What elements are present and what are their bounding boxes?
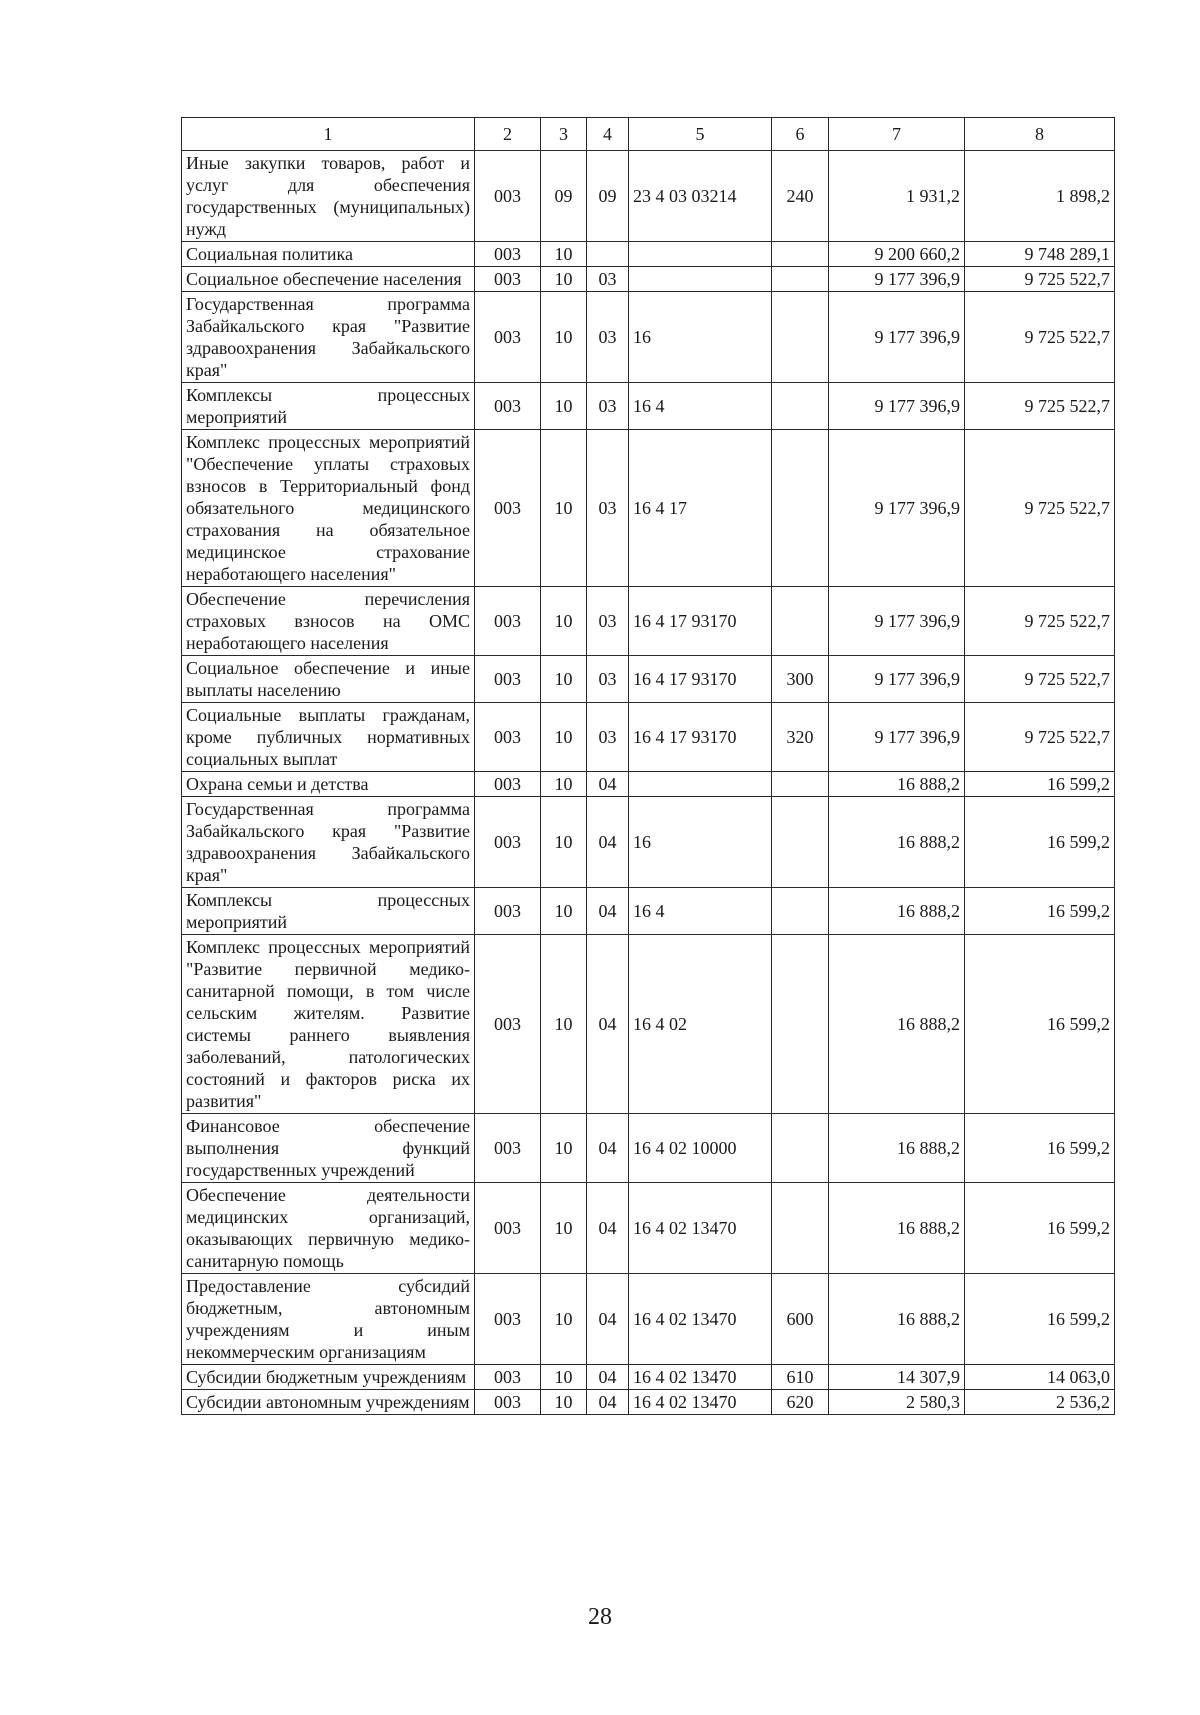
target-code-cell: 16 4 bbox=[629, 383, 772, 430]
col3-cell: 10 bbox=[541, 267, 587, 292]
row-name-cell: Предоставление субсидий бюджетным, автономным учреждениям и иным некоммерческим организациям bbox=[182, 1274, 475, 1365]
col4-cell: 03 bbox=[587, 292, 629, 383]
table-row bbox=[182, 267, 1115, 292]
col2-cell: 003 bbox=[475, 703, 541, 772]
col4-cell: 04 bbox=[587, 1274, 629, 1365]
expense-type-cell: 320 bbox=[772, 703, 829, 772]
col3-cell: 10 bbox=[541, 656, 587, 703]
header-cell-1: 1 bbox=[182, 118, 475, 151]
amount-year1-cell: 14 307,9 bbox=[829, 1365, 965, 1390]
col4-cell: 04 bbox=[587, 1114, 629, 1183]
table-row bbox=[182, 656, 1115, 703]
col2-cell: 003 bbox=[475, 242, 541, 267]
amount-year1-cell: 9 177 396,9 bbox=[829, 587, 965, 656]
row-name-cell: Социальная политика bbox=[182, 242, 475, 267]
col3-cell: 10 bbox=[541, 383, 587, 430]
amount-year2-cell: 16 599,2 bbox=[965, 772, 1115, 797]
col3-cell: 10 bbox=[541, 292, 587, 383]
amount-year2-cell: 16 599,2 bbox=[965, 935, 1115, 1114]
row-name-cell: Социальное обеспечение населения bbox=[182, 267, 475, 292]
col3-cell: 10 bbox=[541, 935, 587, 1114]
amount-year1-cell: 9 177 396,9 bbox=[829, 292, 965, 383]
amount-year1-cell: 16 888,2 bbox=[829, 888, 965, 935]
expense-type-cell bbox=[772, 242, 829, 267]
amount-year1-cell: 9 177 396,9 bbox=[829, 267, 965, 292]
amount-year1-cell: 16 888,2 bbox=[829, 935, 965, 1114]
table-row bbox=[182, 383, 1115, 430]
col4-cell: 04 bbox=[587, 1183, 629, 1274]
col4-cell: 03 bbox=[587, 267, 629, 292]
target-code-cell: 16 bbox=[629, 292, 772, 383]
row-name-cell: Иные закупки товаров, работ и услуг для обеспечения государственных (муниципальных) нужд bbox=[182, 151, 475, 242]
amount-year2-cell: 9 725 522,7 bbox=[965, 656, 1115, 703]
table-row bbox=[182, 292, 1115, 383]
col2-cell: 003 bbox=[475, 772, 541, 797]
amount-year2-cell: 16 599,2 bbox=[965, 888, 1115, 935]
target-code-cell bbox=[629, 267, 772, 292]
col4-cell: 03 bbox=[587, 430, 629, 587]
row-name-cell: Обеспечение перечисления страховых взносов на ОМС неработающего населения bbox=[182, 587, 475, 656]
col2-cell: 003 bbox=[475, 1274, 541, 1365]
row-name-cell: Финансовое обеспечение выполнения функций государственных учреждений bbox=[182, 1114, 475, 1183]
target-code-cell: 16 4 17 93170 bbox=[629, 703, 772, 772]
table-row bbox=[182, 587, 1115, 656]
table-row bbox=[182, 1114, 1115, 1183]
col3-cell: 10 bbox=[541, 1274, 587, 1365]
col3-cell: 10 bbox=[541, 587, 587, 656]
col2-cell: 003 bbox=[475, 267, 541, 292]
expense-type-cell bbox=[772, 772, 829, 797]
amount-year2-cell: 16 599,2 bbox=[965, 797, 1115, 888]
amount-year2-cell: 9 725 522,7 bbox=[965, 703, 1115, 772]
col2-cell: 003 bbox=[475, 292, 541, 383]
table-row bbox=[182, 772, 1115, 797]
col3-cell: 10 bbox=[541, 703, 587, 772]
header-cell-4: 4 bbox=[587, 118, 629, 151]
expense-type-cell bbox=[772, 430, 829, 587]
target-code-cell: 16 4 02 10000 bbox=[629, 1114, 772, 1183]
row-name-cell: Субсидии автономным учреждениям bbox=[182, 1390, 475, 1415]
col2-cell: 003 bbox=[475, 935, 541, 1114]
col3-cell: 09 bbox=[541, 151, 587, 242]
table-row bbox=[182, 242, 1115, 267]
header-cell-2: 2 bbox=[475, 118, 541, 151]
budget-table bbox=[181, 117, 1115, 1415]
amount-year2-cell: 16 599,2 bbox=[965, 1114, 1115, 1183]
header-cell-3: 3 bbox=[541, 118, 587, 151]
header-row bbox=[182, 118, 1115, 151]
target-code-cell: 16 bbox=[629, 797, 772, 888]
amount-year1-cell: 2 580,3 bbox=[829, 1390, 965, 1415]
target-code-cell: 23 4 03 03214 bbox=[629, 151, 772, 242]
amount-year1-cell: 16 888,2 bbox=[829, 1274, 965, 1365]
target-code-cell: 16 4 02 bbox=[629, 935, 772, 1114]
amount-year1-cell: 9 177 396,9 bbox=[829, 656, 965, 703]
amount-year2-cell: 9 748 289,1 bbox=[965, 242, 1115, 267]
header-cell-8: 8 bbox=[965, 118, 1115, 151]
col4-cell: 03 bbox=[587, 703, 629, 772]
amount-year1-cell: 9 177 396,9 bbox=[829, 430, 965, 587]
row-name-cell: Комплекс процессных мероприятий "Развитие первичной медико-санитарной помощи, в том числе сельским жителям. Развитие системы раннего выявления заболеваний, патологических состояний и факторов риска их развития" bbox=[182, 935, 475, 1114]
col3-cell: 10 bbox=[541, 242, 587, 267]
col3-cell: 10 bbox=[541, 1390, 587, 1415]
expense-type-cell bbox=[772, 383, 829, 430]
row-name-cell: Комплексы процессных мероприятий bbox=[182, 888, 475, 935]
row-name-cell: Комплексы процессных мероприятий bbox=[182, 383, 475, 430]
expense-type-cell: 300 bbox=[772, 656, 829, 703]
row-name-cell: Государственная программа Забайкальского края "Развитие здравоохранения Забайкальского края" bbox=[182, 797, 475, 888]
table-row bbox=[182, 1274, 1115, 1365]
amount-year2-cell: 2 536,2 bbox=[965, 1390, 1115, 1415]
col3-cell: 10 bbox=[541, 430, 587, 587]
col4-cell: 04 bbox=[587, 935, 629, 1114]
row-name-cell: Комплекс процессных мероприятий "Обеспечение уплаты страховых взносов в Территориальный фонд обязательного медицинского страхования на обязательное медицинское страхование неработающего населения" bbox=[182, 430, 475, 587]
target-code-cell: 16 4 02 13470 bbox=[629, 1183, 772, 1274]
amount-year1-cell: 9 177 396,9 bbox=[829, 383, 965, 430]
expense-type-cell bbox=[772, 587, 829, 656]
col4-cell bbox=[587, 242, 629, 267]
amount-year2-cell: 16 599,2 bbox=[965, 1274, 1115, 1365]
col4-cell: 04 bbox=[587, 772, 629, 797]
col4-cell: 04 bbox=[587, 797, 629, 888]
expense-type-cell bbox=[772, 267, 829, 292]
amount-year1-cell: 9 200 660,2 bbox=[829, 242, 965, 267]
amount-year1-cell: 16 888,2 bbox=[829, 1183, 965, 1274]
expense-type-cell bbox=[772, 1183, 829, 1274]
col4-cell: 04 bbox=[587, 1390, 629, 1415]
expense-type-cell: 610 bbox=[772, 1365, 829, 1390]
col4-cell: 03 bbox=[587, 587, 629, 656]
row-name-cell: Охрана семьи и детства bbox=[182, 772, 475, 797]
col3-cell: 10 bbox=[541, 1365, 587, 1390]
col4-cell: 09 bbox=[587, 151, 629, 242]
col2-cell: 003 bbox=[475, 151, 541, 242]
table-row bbox=[182, 1390, 1115, 1415]
col2-cell: 003 bbox=[475, 1114, 541, 1183]
target-code-cell: 16 4 bbox=[629, 888, 772, 935]
expense-type-cell: 240 bbox=[772, 151, 829, 242]
col2-cell: 003 bbox=[475, 1390, 541, 1415]
col4-cell: 04 bbox=[587, 1365, 629, 1390]
expense-type-cell: 600 bbox=[772, 1274, 829, 1365]
amount-year1-cell: 9 177 396,9 bbox=[829, 703, 965, 772]
table-row bbox=[182, 1365, 1115, 1390]
col3-cell: 10 bbox=[541, 1183, 587, 1274]
amount-year2-cell: 9 725 522,7 bbox=[965, 267, 1115, 292]
col4-cell: 03 bbox=[587, 383, 629, 430]
table-row bbox=[182, 797, 1115, 888]
col2-cell: 003 bbox=[475, 430, 541, 587]
row-name-cell: Обеспечение деятельности медицинских организаций, оказывающих первичную медико-санитарную помощь bbox=[182, 1183, 475, 1274]
target-code-cell: 16 4 17 bbox=[629, 430, 772, 587]
expense-type-cell bbox=[772, 888, 829, 935]
target-code-cell: 16 4 17 93170 bbox=[629, 587, 772, 656]
amount-year2-cell: 9 725 522,7 bbox=[965, 430, 1115, 587]
target-code-cell: 16 4 02 13470 bbox=[629, 1390, 772, 1415]
table-row bbox=[182, 703, 1115, 772]
amount-year2-cell: 9 725 522,7 bbox=[965, 292, 1115, 383]
col2-cell: 003 bbox=[475, 587, 541, 656]
target-code-cell bbox=[629, 242, 772, 267]
col2-cell: 003 bbox=[475, 888, 541, 935]
col2-cell: 003 bbox=[475, 656, 541, 703]
amount-year1-cell: 16 888,2 bbox=[829, 797, 965, 888]
expense-type-cell bbox=[772, 935, 829, 1114]
expense-type-cell bbox=[772, 797, 829, 888]
amount-year1-cell: 1 931,2 bbox=[829, 151, 965, 242]
col2-cell: 003 bbox=[475, 383, 541, 430]
table-row bbox=[182, 430, 1115, 587]
target-code-cell: 16 4 02 13470 bbox=[629, 1274, 772, 1365]
table-row bbox=[182, 1183, 1115, 1274]
col3-cell: 10 bbox=[541, 772, 587, 797]
amount-year2-cell: 1 898,2 bbox=[965, 151, 1115, 242]
row-name-cell: Социальные выплаты гражданам, кроме публичных нормативных социальных выплат bbox=[182, 703, 475, 772]
col4-cell: 03 bbox=[587, 656, 629, 703]
target-code-cell: 16 4 17 93170 bbox=[629, 656, 772, 703]
row-name-cell: Государственная программа Забайкальского края "Развитие здравоохранения Забайкальского края" bbox=[182, 292, 475, 383]
page-number: 28 bbox=[588, 1604, 612, 1630]
col2-cell: 003 bbox=[475, 1183, 541, 1274]
col2-cell: 003 bbox=[475, 1365, 541, 1390]
header-cell-6: 6 bbox=[772, 118, 829, 151]
col2-cell: 003 bbox=[475, 797, 541, 888]
amount-year2-cell: 9 725 522,7 bbox=[965, 383, 1115, 430]
amount-year1-cell: 16 888,2 bbox=[829, 772, 965, 797]
row-name-cell: Субсидии бюджетным учреждениям bbox=[182, 1365, 475, 1390]
row-name-cell: Социальное обеспечение и иные выплаты населению bbox=[182, 656, 475, 703]
amount-year1-cell: 16 888,2 bbox=[829, 1114, 965, 1183]
amount-year2-cell: 9 725 522,7 bbox=[965, 587, 1115, 656]
col3-cell: 10 bbox=[541, 797, 587, 888]
expense-type-cell bbox=[772, 292, 829, 383]
table-body bbox=[182, 151, 1115, 1415]
col4-cell: 04 bbox=[587, 888, 629, 935]
header-cell-5: 5 bbox=[629, 118, 772, 151]
table-row bbox=[182, 888, 1115, 935]
col3-cell: 10 bbox=[541, 888, 587, 935]
col3-cell: 10 bbox=[541, 1114, 587, 1183]
table-row bbox=[182, 151, 1115, 242]
amount-year2-cell: 14 063,0 bbox=[965, 1365, 1115, 1390]
amount-year2-cell: 16 599,2 bbox=[965, 1183, 1115, 1274]
expense-type-cell bbox=[772, 1114, 829, 1183]
target-code-cell: 16 4 02 13470 bbox=[629, 1365, 772, 1390]
table-row bbox=[182, 935, 1115, 1114]
expense-type-cell: 620 bbox=[772, 1390, 829, 1415]
target-code-cell bbox=[629, 772, 772, 797]
header-cell-7: 7 bbox=[829, 118, 965, 151]
